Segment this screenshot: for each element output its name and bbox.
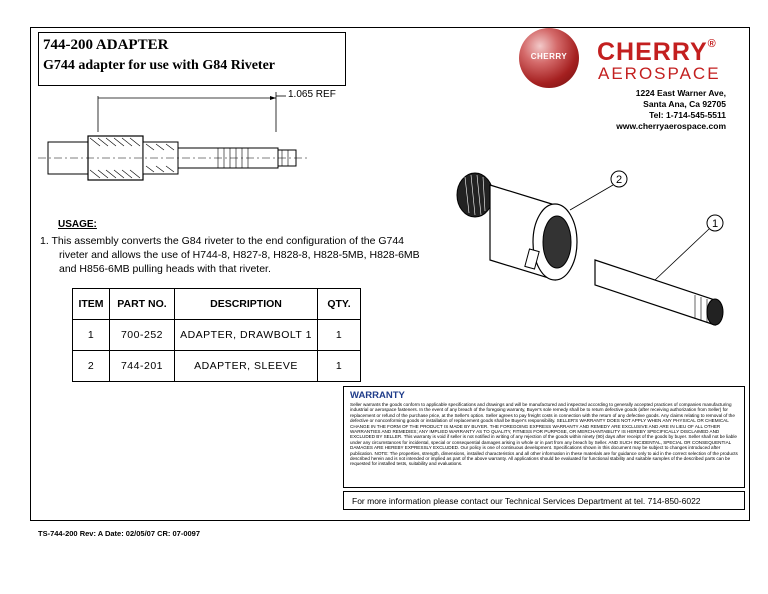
address-website: www.cherryaerospace.com	[616, 121, 726, 131]
warranty-box	[343, 386, 745, 488]
cell-part-no: 744-201	[110, 351, 175, 382]
address-street: 1224 East Warner Ave,	[635, 88, 726, 98]
parts-table	[72, 288, 361, 382]
document-subtitle: G744 adapter for use with G84 Riveter	[43, 58, 276, 73]
note-line-1: This assembly converts the G84 riveter to the end configuration of the G744	[51, 235, 405, 247]
header-qty: QTY.	[318, 289, 361, 320]
table-row	[73, 351, 361, 382]
section-drawing	[38, 92, 338, 212]
document-footer: TS-744-200 Rev: A Date: 02/05/07 CR: 07-0097	[38, 529, 201, 538]
brand-name: CHERRY®	[597, 38, 717, 66]
table-header-row	[73, 289, 361, 320]
registered-mark: ®	[707, 38, 717, 50]
cell-item: 2	[73, 351, 110, 382]
note-line-2: riveter and allows the use of H744-8, H827-8, H828-8, H828-5MB, H828-6MB	[59, 249, 420, 261]
header-item: ITEM	[73, 289, 110, 320]
cell-part-no: 700-252	[110, 320, 175, 351]
brand-subname: AEROSPACE	[598, 64, 721, 83]
cell-qty: 1	[318, 351, 361, 382]
cell-description: ADAPTER, DRAWBOLT 1	[175, 320, 318, 351]
header-part-no: PART NO.	[110, 289, 175, 320]
callout-1: 1	[711, 218, 719, 230]
address-phone: Tel: 1-714-545-5511	[649, 110, 726, 120]
logo-text: CHERRY	[530, 52, 568, 61]
note-line-3: and H856-6MB pulling heads with that riveter.	[59, 263, 271, 275]
warranty-title: WARRANTY	[350, 390, 405, 401]
table-row	[73, 320, 361, 351]
callout-2: 2	[615, 174, 623, 186]
address-city: Santa Ana, Ca 92705	[643, 99, 726, 109]
usage-note	[40, 234, 460, 276]
company-address	[616, 88, 726, 132]
warranty-text: Seller warrants the goods conform to applicable specifications and drawings and will be manufactured and inspected according to generally accepted practices of companies manufacturing industrial or aerospace fasteners. In the event of any breach of the foregoing warranty, Buyer's sole remedy shall be to return defective goods (after receiving authorization from Seller) for replacement or refund of the purchase price, at the Seller's option. Seller agrees to pay freight costs in connection with the return of any defective goods. Any claims relating to removal of the defective or nonconforming goods or installation of replacement goods shall be Buyer's responsibility. SELLER'S WARRANTY DOES NOT APPLY WHEN ANY PHYSICAL OR CHEMICAL CHANGE IN THE FORM OF THE PRODUCT IS MADE BY BUYER. THE FOREGOING EXPRESS WARRANTY AND REMEDY ARE EXCLUSIVE AND ARE IN LIEU OF ALL OTHER WARRANTIES AND REMEDIES; ANY IMPLIED WARRANTY AS TO QUALITY, FITNESS FOR PURPOSE, OR MERCHANTABILITY IS HEREBY SPECIFICALLY DISCLAIMED AND EXCLUDED BY SELLER. This warranty is void if seller is not notified in writing of any rejection of the goods within ninety (90) days after receipt of the goods by buyer. Seller shall not be liable under any circumstances for incidental, special or consequential damages arising in whole or in part from any breach by Seller. AND SUCH INCIDENTAL, SPECIAL OR CONSEQUENTIAL DAMAGES ARE HEREBY EXPRESSLY EXCLUDED. Our policy is one of continuous development. Specifications shown in this document may be subject to changes introduced after publication. NOTE: The properties, strength, dimensions, installed characteristics and all other information in these materials are for guidance only to aid in the correct selection of the products described herein and is not intended or implied as part of the above warranty. All applications should be evaluated for functional stability and suitable samples of the described parts can be requested for installed tests, suitability and evaluations.	[350, 402, 738, 467]
usage-heading: USAGE:	[58, 219, 97, 230]
header-description: DESCRIPTION	[175, 289, 318, 320]
cherry-logo-icon	[519, 28, 579, 88]
cell-description: ADAPTER, SLEEVE	[175, 351, 318, 382]
contact-info: For more information please contact our Technical Services Department at tel. 714-850-6022	[343, 491, 745, 510]
isometric-drawing	[435, 165, 735, 365]
note-number: 1.	[40, 235, 49, 247]
cell-item: 1	[73, 320, 110, 351]
document-title: 744-200 ADAPTER	[43, 37, 169, 53]
dimension-label: 1.065 REF	[288, 89, 336, 100]
cell-qty: 1	[318, 320, 361, 351]
title-block	[38, 32, 346, 86]
